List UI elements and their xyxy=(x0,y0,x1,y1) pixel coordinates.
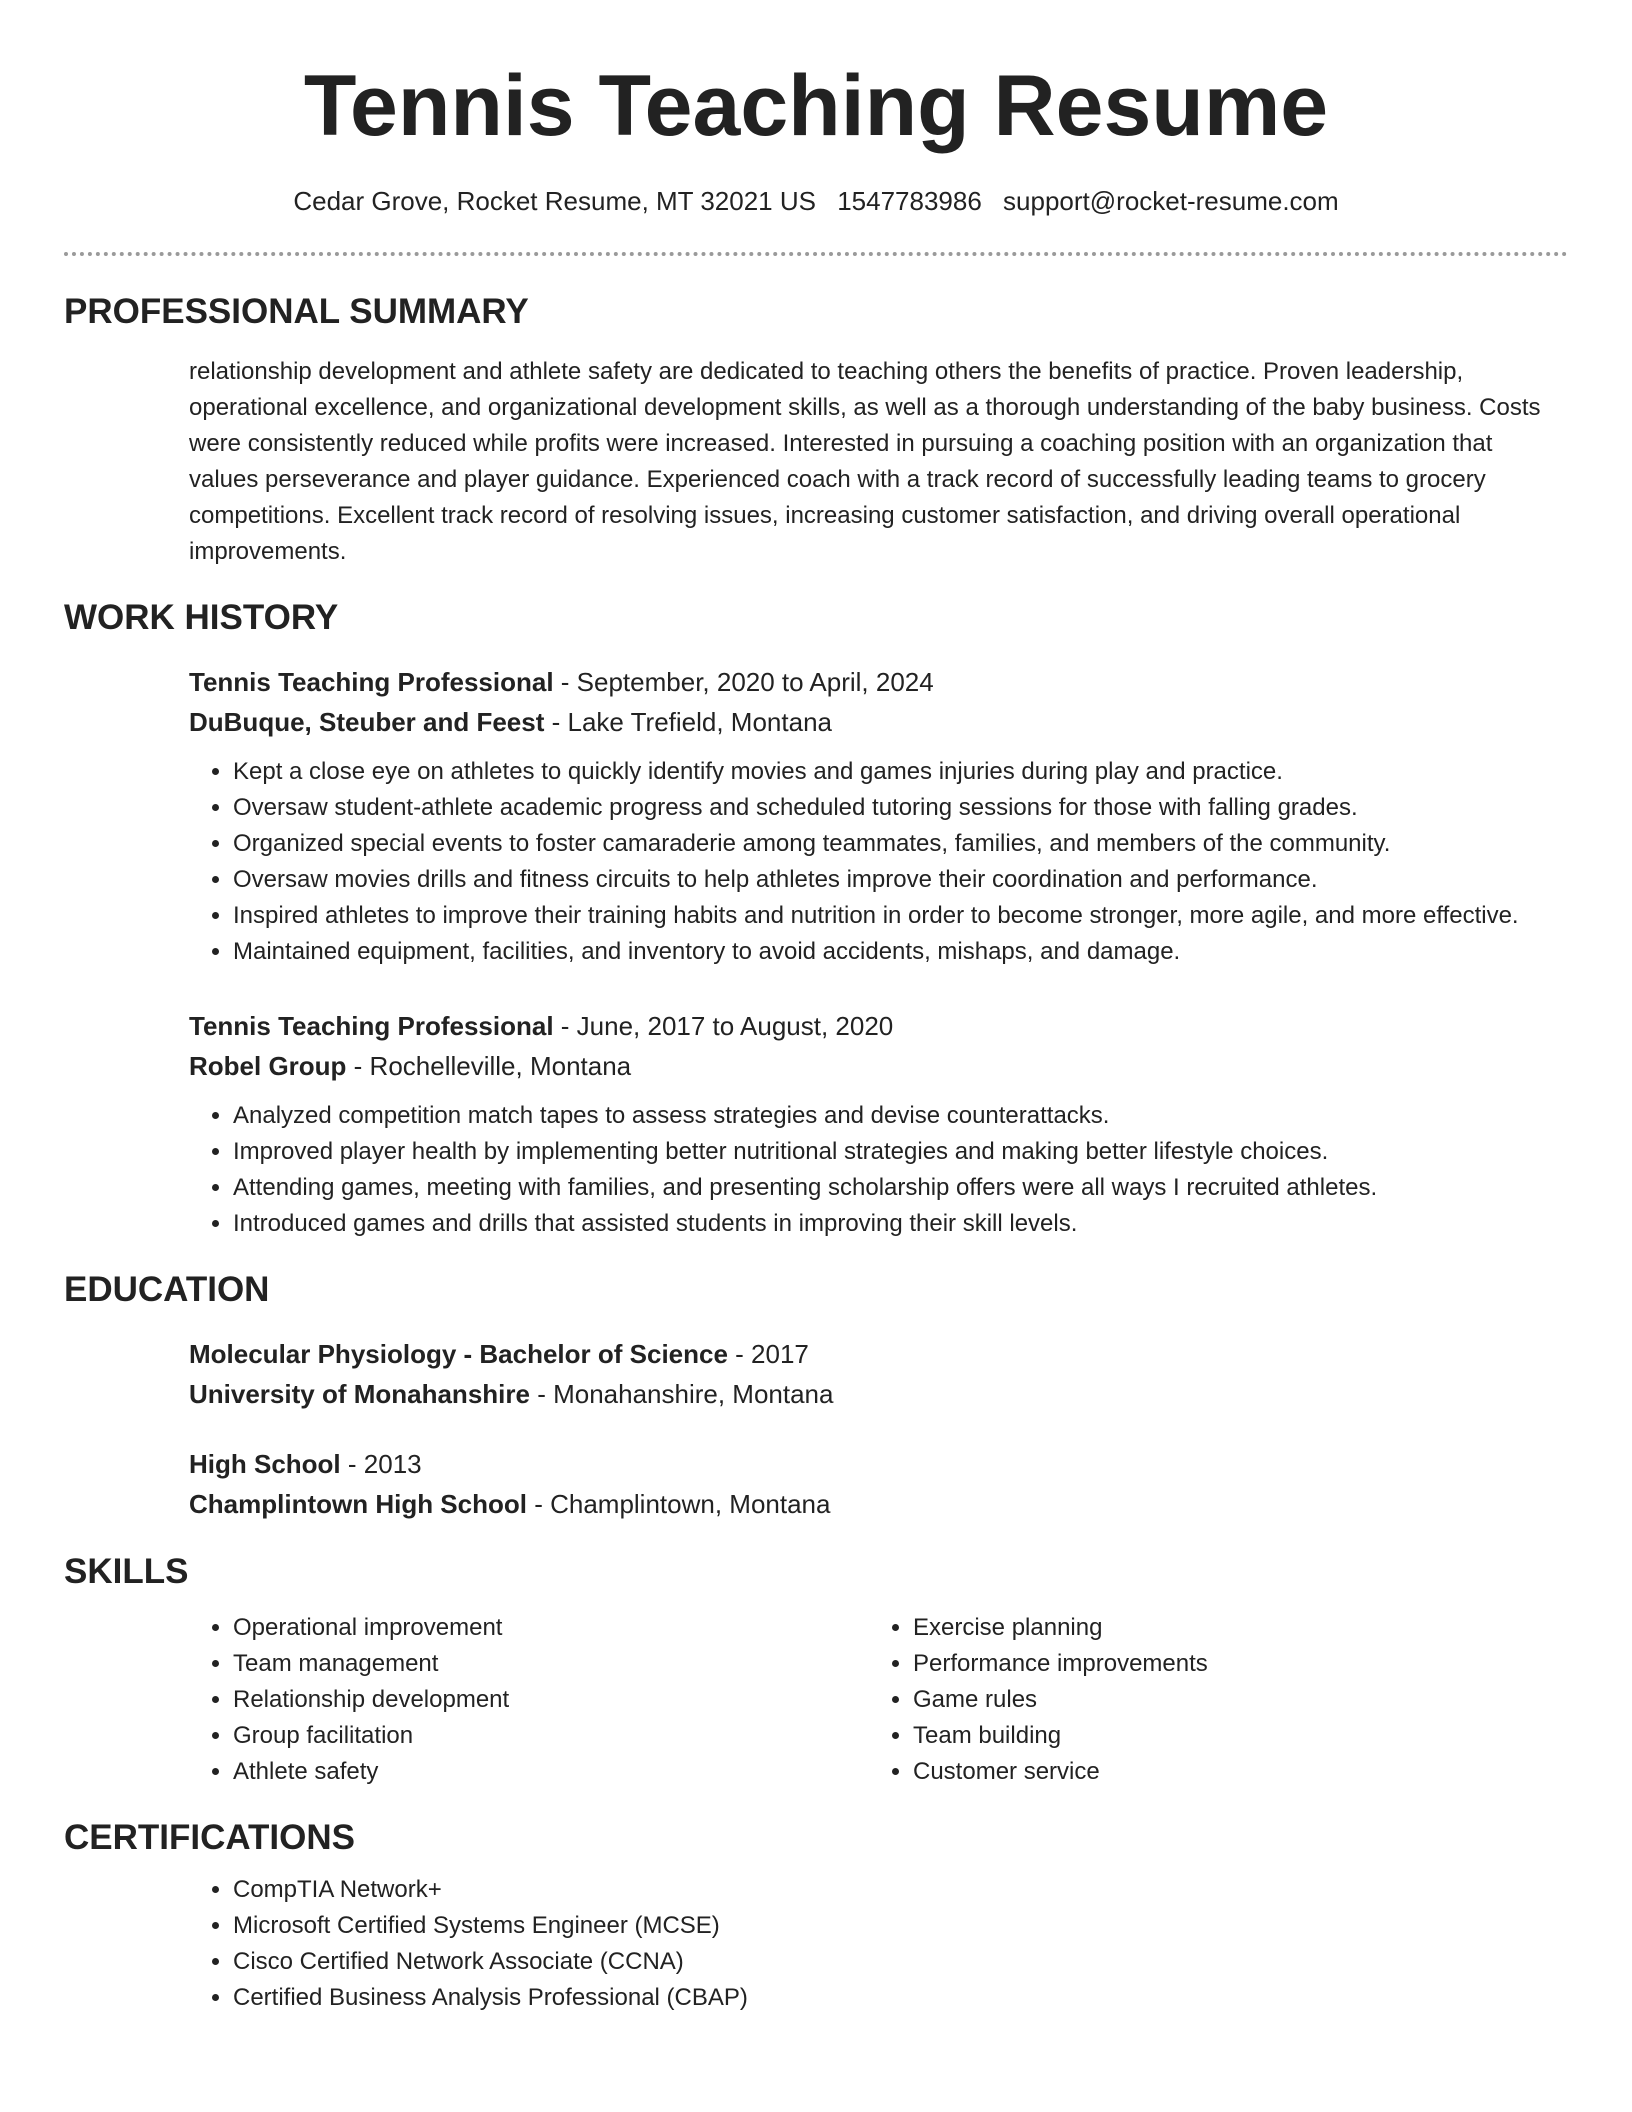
education-school-line xyxy=(189,1484,1568,1524)
certifications-heading: CERTIFICATIONS xyxy=(64,1818,356,1857)
education-degree: Molecular Physiology - Bachelor of Science xyxy=(189,1339,728,1369)
skills-section xyxy=(64,1550,1568,1790)
contact-address: Cedar Grove, Rocket Resume, MT 32021 US xyxy=(293,186,816,216)
education-degree: High School xyxy=(189,1449,341,1479)
summary-text: relationship development and athlete safety are dedicated to teaching others the benefits of practice. Proven leadership, operational excellence, and organizational development skills, as well as a thorough understanding of the baby business. Costs were consistently reduced while profits were increased. Interested in pursuing a coaching position with an organization that values perseverance and player guidance. Experienced coach with a track record of successfully leading teams to grocery competitions. Excellent track record of resolving issues, increasing customer satisfaction, and driving overall operational improvements. xyxy=(189,358,1541,565)
list-item: • Organized special events to foster camaraderie among teammates, families, and members of the community. xyxy=(233,826,1568,862)
list-item: • Team management xyxy=(233,1646,869,1682)
education-location: - Monahanshire, Montana xyxy=(529,1379,834,1409)
list-item: • Customer service xyxy=(913,1754,1549,1790)
education-year: - 2017 xyxy=(727,1339,809,1369)
contact-email[interactable]: support@rocket-resume.com xyxy=(1003,186,1339,216)
job-location: - Lake Trefield, Montana xyxy=(544,707,832,737)
job-entry xyxy=(189,662,1568,970)
list-item: • Analyzed competition match tapes to assess strategies and devise counterattacks. xyxy=(233,1098,1568,1134)
list-item: • Certified Business Analysis Professional (CBAP) xyxy=(233,1980,1568,2016)
list-item: • Exercise planning xyxy=(913,1610,1549,1646)
list-item: • Athlete safety xyxy=(233,1754,869,1790)
job-bullets xyxy=(189,754,1568,970)
education-section xyxy=(64,1268,1568,1524)
list-item: • Microsoft Certified Systems Engineer (MCSE) xyxy=(233,1908,1568,1944)
list-item: • Oversaw movies drills and fitness circuits to help athletes improve their coordination and performance. xyxy=(233,862,1568,898)
list-item: • Maintained equipment, facilities, and inventory to avoid accidents, mishaps, and damage. xyxy=(233,934,1568,970)
job-company: DuBuque, Steuber and Feest xyxy=(189,707,545,737)
education-school: Champlintown High School xyxy=(189,1489,527,1519)
skills-heading: SKILLS xyxy=(64,1552,189,1591)
contact-phone: 1547783986 xyxy=(837,186,982,216)
education-degree-line xyxy=(189,1444,1568,1484)
resume-header xyxy=(64,0,1568,218)
education-degree-line xyxy=(189,1334,1568,1374)
work-history-section xyxy=(64,596,1568,1242)
list-item: • Game rules xyxy=(913,1682,1549,1718)
list-item: • CompTIA Network+ xyxy=(233,1872,1568,1908)
job-entry xyxy=(189,1006,1568,1242)
certifications-list xyxy=(189,1872,1568,2016)
education-location: - Champlintown, Montana xyxy=(526,1489,831,1519)
contact-line xyxy=(64,184,1568,218)
skills-column-right xyxy=(869,1610,1549,1790)
job-company: Robel Group xyxy=(189,1051,347,1081)
skills-column-left xyxy=(189,1610,869,1790)
list-item: • Improved player health by implementing better nutritional strategies and making better lifestyle choices. xyxy=(233,1134,1568,1170)
education-entry xyxy=(189,1444,1568,1524)
resume-title: Tennis Teaching Resume xyxy=(303,58,1329,154)
list-item: • Group facilitation xyxy=(233,1718,869,1754)
list-item: • Oversaw student-athlete academic progress and scheduled tutoring sessions for those with falling grades. xyxy=(233,790,1568,826)
list-item: • Introduced games and drills that assisted students in improving their skill levels. xyxy=(233,1206,1568,1242)
job-company-line xyxy=(189,1046,1568,1086)
list-item: • Kept a close eye on athletes to quickly identify movies and games injuries during play and practice. xyxy=(233,754,1568,790)
list-item: • Operational improvement xyxy=(233,1610,869,1646)
summary-section xyxy=(64,290,1568,570)
job-role-line xyxy=(189,1006,1568,1046)
job-dates: - June, 2017 to August, 2020 xyxy=(553,1011,894,1041)
education-entry xyxy=(189,1334,1568,1414)
education-school-line xyxy=(189,1374,1568,1414)
job-bullets xyxy=(189,1098,1568,1242)
education-heading: EDUCATION xyxy=(64,1270,270,1309)
job-role: Tennis Teaching Professional xyxy=(189,667,554,697)
work-history-heading: WORK HISTORY xyxy=(64,598,339,637)
job-role-line xyxy=(189,662,1568,702)
education-year: - 2013 xyxy=(340,1449,422,1479)
list-item: • Team building xyxy=(913,1718,1549,1754)
job-company-line xyxy=(189,702,1568,742)
certifications-section xyxy=(64,1816,1568,2016)
list-item: • Relationship development xyxy=(233,1682,869,1718)
education-school: University of Monahanshire xyxy=(189,1379,530,1409)
summary-heading: PROFESSIONAL SUMMARY xyxy=(64,292,529,331)
job-role: Tennis Teaching Professional xyxy=(189,1011,554,1041)
skills-grid xyxy=(189,1610,1568,1790)
job-dates: - September, 2020 to April, 2024 xyxy=(553,667,934,697)
list-item: • Attending games, meeting with families, and presenting scholarship offers were all ways I recruited athletes. xyxy=(233,1170,1568,1206)
job-location: - Rochelleville, Montana xyxy=(346,1051,632,1081)
list-item: • Cisco Certified Network Associate (CCNA) xyxy=(233,1944,1568,1980)
list-item: • Performance improvements xyxy=(913,1646,1549,1682)
header-divider xyxy=(64,252,1568,256)
list-item: • Inspired athletes to improve their training habits and nutrition in order to become stronger, more agile, and more effective. xyxy=(233,898,1568,934)
